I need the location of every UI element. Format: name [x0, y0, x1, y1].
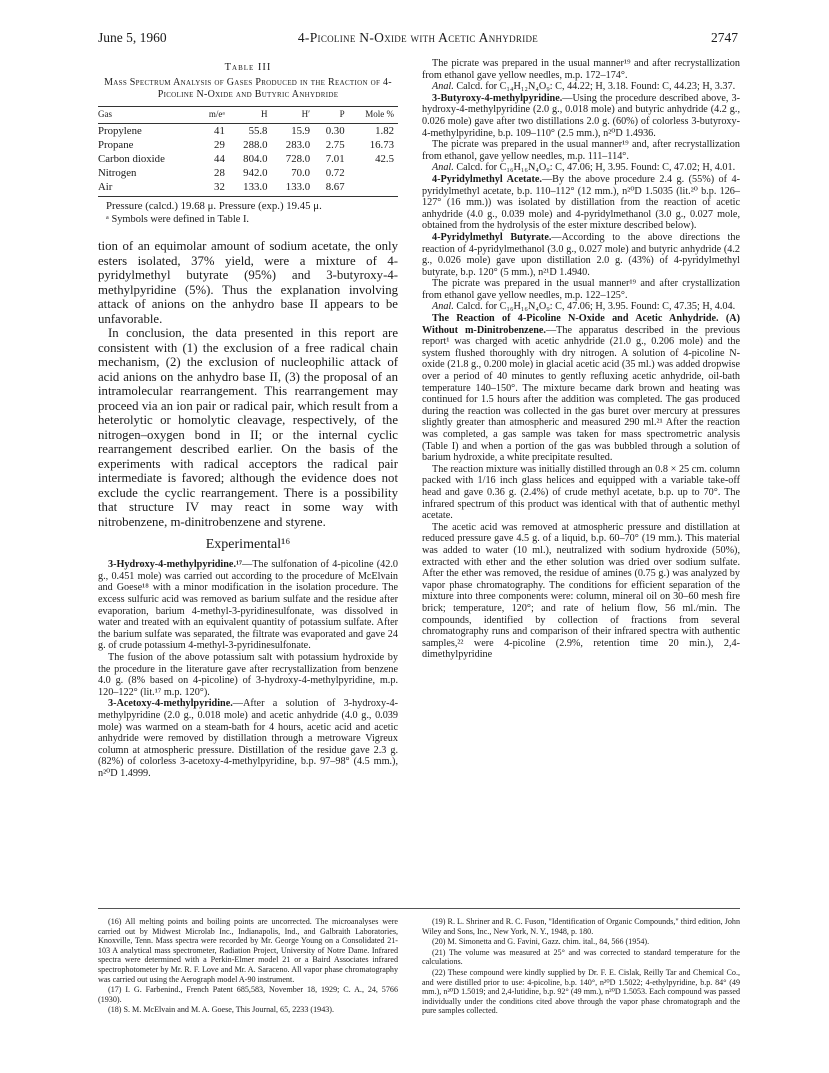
cell-p: 2.75 [325, 139, 345, 152]
paragraph-text: The acetic acid was removed at atmospheric pressure and distillation at reduced pressure gave 4.5 g. of a liquid, b.p. 60–70° (19 mm.). This material was added to water (10 ml.), neutralized with sodium hydroxide (50%), extracted with ether and the ether solution was dried over sodium sulfate. After the ether was removed, the residue of amines (0.75 g.) was analyzed by vapor phase chromatography. The conditions for efficient separation of the mixture into three components were: column, mineral oil on 30–60 mesh fire brick; temperature, 120°; and rate of helium flow, 56 ml./min. The compounds, identified by collection of fractions from several chromatography runs and comparison of their infrared spectra with authentic samples,²² were 4-picoline (2.9%, retention time 20 min.), 2,4-dimethylpyridine [422, 521, 740, 661]
paragraph-heading: 3-Butyroxy-4-methylpyridine. [432, 92, 563, 104]
paragraph-heading: Anal. [432, 81, 454, 93]
analysis-line [422, 162, 740, 174]
paragraph-text: Calcd. for C₁₆H₁₆N₄O₉: C, 47.06; H, 3.95. Found: C, 47.02; H, 4.01. [453, 162, 736, 174]
cell-me: 32 [199, 180, 229, 197]
cell-h: 288.0 [243, 139, 268, 152]
paragraph-heading: The Reaction of 4-Picoline N-Oxide and Acetic Anhydride. (A) Without m-Dinitrobenzene. [422, 313, 740, 336]
paragraph-text: —Using the procedure described above, 3-hydroxy-4-methylpyridine (2.0 g., 0.018 mole) and butyric anhydride (4.2 g., 0.026 mole) gave after two distillations 2.0 g. (60%) of colorless 3-butyroxy-4-methylpyridine, b.p. 109–110° (2.5 mm.), n²⁰D 1.4936. [422, 92, 740, 139]
col-header: Mole % [349, 107, 398, 124]
paragraph-text: —According to the above directions the reaction of 4-pyridylmethanol (3.0 g., 0.027 mole) and butyric anhydride (4.2 g., 0.026 mole) gave upon distillation 2.0 g. (43%) of 4-pyridylmethyl butyrate, b.p. 120° (5 mm.), n²¹D 1.4940. [422, 231, 741, 278]
cell-me: 44 [214, 153, 225, 166]
body-paragraph [422, 313, 740, 464]
body-paragraph [422, 58, 740, 81]
footnote: (19) R. L. Shriner and R. C. Fuson, "Identification of Organic Compounds," third edition, John Wiley and Sons, Inc., New York, N. Y., 1948, p. 180. [422, 917, 740, 936]
body-paragraph [422, 278, 740, 301]
table-header-row [98, 107, 398, 124]
cell-me: 29 [214, 139, 225, 152]
body-paragraph: tion of an equimolar amount of sodium acetate, the only esters isolated, 37% yield, were a mixture of 4-pyridylmethyl butyrate (95%) and 3-butyroxy-4-methylpyridine (5%). Thus the explanation involving attack of anions on the anhydro base II appears to be unfavorable. [98, 239, 398, 326]
body-paragraph [422, 139, 740, 162]
experimental-paragraph [98, 652, 398, 698]
cell-gas: Carbon dioxide [98, 153, 165, 166]
cell-mole [349, 180, 398, 197]
paragraph-heading: Anal. [432, 162, 454, 174]
table-row [98, 124, 398, 139]
paragraph-text: The reaction mixture was initially distilled through an 0.8 × 25 cm. column packed with 1/16 inch glass helices and equipped with a variable take-off head and gave 0.36 g. (2.4%) of crude methyl acetate, b.p. up to 70°. The infrared spectrum of this product was identical with that of authentic methyl acetate. [422, 463, 740, 522]
cell-gas: Propane [98, 139, 134, 152]
body-paragraph [422, 93, 740, 139]
table-row [98, 152, 398, 166]
cell-h: 804.0 [243, 153, 268, 166]
cell-p: 8.67 [314, 180, 349, 197]
cell-gas: Nitrogen [98, 167, 137, 180]
col-header: Gas [98, 107, 199, 124]
cell-h2: 133.0 [271, 180, 314, 197]
cell-p: 0.72 [325, 167, 345, 180]
cell-h: 55.8 [248, 125, 268, 138]
cell-mole [349, 166, 398, 180]
right-column [422, 58, 740, 661]
table-row [98, 138, 398, 152]
cell-mole: 42.5 [375, 153, 394, 166]
cell-h2: 70.0 [291, 167, 311, 180]
paragraph-text: The fusion of the above potassium salt with potassium hydroxide by the procedure in the literature gave after recrystallization from benzene 4.0 g. (8% based on 4-picoline) of 3-hydroxy-4-methylpyridine, m.p. 120–122° (lit.¹⁷ m.p. 120°). [98, 651, 398, 698]
paragraph-heading: 3-Hydroxy-4-methylpyridine.¹⁷ [108, 559, 243, 571]
paragraph-heading: 3-Acetoxy-4-methylpyridine. [108, 698, 233, 710]
footnotes-left [98, 917, 398, 1016]
paragraph-text: The picrate was prepared in the usual manner¹⁹ and, after recrystallization from ethanol, gave yellow needles, m.p. 111–114°. [422, 139, 740, 162]
cell-h2: 283.0 [285, 139, 311, 152]
footnote: (21) The volume was measured at 25° and was corrected to standard temperature for the calculations. [422, 947, 740, 967]
paragraph-text: —The apparatus described in the previous report¹ was charged with acetic anhydride (21.0 g., 0.206 mole) and the system flushed thoroughly with dry nitrogen. A solution of 4-picoline N-oxide (21.8 g., 0.200 mole) in glacial acetic acid (35 ml.) was added dropwise over a period of 40 minutes to gently refluxing acetic anhydride, oil-bath temperature 140–150°. The mixture became dark brown and heating was continued for 1.5 hours after the addition was completed. The gas produced during the reaction was collected in the gas buret over mercury at pressures slightly greater than atmospheric and measured 290 ml.²¹ After the reaction was completed, a gas sample was taken for mass spectrometric analysis (Table I) and when a portion of the gas was bubbled through a solution of barium hydroxide, a white precipitate resulted. [422, 324, 740, 464]
body-paragraph [422, 174, 740, 232]
cell-me: 28 [214, 167, 225, 180]
body-paragraph [422, 464, 740, 522]
experimental-paragraph [98, 559, 398, 652]
running-header [98, 30, 738, 50]
footnote-divider [98, 908, 740, 909]
footnote: (18) S. M. McElvain and M. A. Goese, This Journal, 65, 2233 (1943). [108, 1005, 335, 1015]
section-heading-experimental: Experimental¹⁶ [205, 537, 291, 553]
body-paragraph: In conclusion, the data presented in this report are consistent with (1) the exclusion of a free radical chain mechanism, (2) the exclusion of nucleophilic attack of acid anions on the anhydro base II, (3) the proposal of an intramolecular rearrangement. This rearrangement may proceed via an ion pair or radical pair, which result from a heterolytic or homolytic cleavage, respectively, of the nitrogen–oxygen bond in II; or the internal cyclic rearrangement described earlier. On the basis of the experiments with radical acceptors the radical pair intermediate is favored; although the evidence does not exclude the cyclic rearrangement. There is a possibility that structure IV may react in some way with nitrobenzene, m-dinitrobenzene and styrene. [98, 326, 398, 529]
paragraph-text: —By the above procedure 2.4 g. (55%) of 4-pyridylmethyl acetate, b.p. 110–112° (12 mm.), n²⁰D 1.5035 (lit.²⁰ b.p. 126–127° (16 mm.)) was isolated by distillation from the reaction of acetic anhydride (4.0 g., 0.039 mole) and 4-pyridylmethanol (3.0 g., 0.027 mole, obtained from the hydrolysis of the ester mixture described below). [422, 173, 740, 232]
cell-h2: 728.0 [285, 153, 311, 166]
analysis-line [422, 301, 740, 313]
paragraph-heading: Anal. [432, 301, 454, 313]
paragraph-text: The picrate was prepared in the usual manner¹⁹ and after crystallization from ethanol gave yellow needles, m.p. 122–125°. [422, 278, 740, 301]
table-caption: Mass Spectrum Analysis of Gases Produced in the Reaction of 4-Picoline N-Oxide and Butyric Anhydride [104, 77, 392, 100]
table-row [98, 166, 398, 180]
cell-gas: Air [98, 180, 199, 197]
cell-me: 41 [214, 125, 225, 138]
table-pressure-line: Pressure (calcd.) 19.68 μ. Pressure (exp.) 19.45 μ. [106, 200, 322, 213]
paragraph-text: Calcd. for C₁₄H₁₂N₄O₉: C, 44.22; H, 3.18. Found: C, 44.23; H, 3.37. [453, 81, 736, 93]
cell-h: 133.0 [229, 180, 272, 197]
footnote: (20) M. Simonetta and G. Favini, Gazz. chim. ital., 84, 566 (1954). [432, 937, 650, 947]
table-title: Table III [224, 62, 272, 73]
mass-spectrum-table [98, 106, 398, 197]
cell-mole: 16.73 [369, 139, 394, 152]
body-paragraph [422, 522, 740, 661]
cell-h2: 15.9 [291, 125, 311, 138]
cell-p: 7.01 [325, 153, 345, 166]
table-row [98, 180, 398, 197]
paragraph-text: —After a solution of 3-hydroxy-4-methylpyridine (2.0 g., 0.018 mole) and acetic anhydride (4.0 g., 0.039 mole) was warmed on a steam-bath for 4 hours, acetic acid and acetic anhydride were removed by distillation through a metroware Vigreux column at atmospheric pressure. Distillation of the residue gave 2.3 g. (82%) of colorless 3-acetoxy-4-methylpyridine, b.p. 97–98° (4.5 mm.), n²⁰D 1.4999. [98, 698, 398, 779]
left-column [98, 58, 398, 779]
footnote: (17) I. G. Farbenind., French Patent 685,583, November 18, 1929; C. A., 24, 5766 (1930). [98, 985, 398, 1004]
header-title: 4-Picoline N-Oxide with Acetic Anhydride [297, 30, 539, 45]
paragraph-text: The picrate was prepared in the usual manner¹⁹ and after recrystallization from ethanol gave yellow needles, m.p. 172–174°. [422, 58, 740, 81]
col-header: P [314, 107, 349, 124]
paragraph-heading: 4-Pyridylmethyl Butyrate. [432, 231, 552, 243]
body-paragraph [422, 232, 740, 278]
table-footnote: ᵃ Symbols were defined in Table I. [106, 214, 250, 226]
col-header: H′ [271, 107, 314, 124]
col-header: H [229, 107, 272, 124]
footnotes-right [422, 917, 740, 1017]
paragraph-heading: 4-Pyridylmethyl Acetate. [432, 173, 542, 185]
analysis-line [422, 81, 740, 93]
cell-h: 942.0 [243, 167, 268, 180]
cell-p: 0.30 [325, 125, 345, 138]
footnote: (22) These compound were kindly supplied by Dr. F. E. Cislak, Reilly Tar and Chemical Co., and were distilled prior to use: 4-picoline, b.p. 140°, n²⁰D 1.5022; 4-ethylpyridine, b.p. 84° (49 mm.), n²⁰D 1.5019; and 2,4-lutidine, b.p. 92° (49 mm.), n²⁰D 1.5053. Each compound was passed individually under the conditions cited above through the vapor phase chromatograph and the pure samples collected. [422, 967, 740, 1016]
cell-mole: 1.82 [375, 125, 394, 138]
paragraph-text: —The sulfonation of 4-picoline (42.0 g., 0.451 mole) was carried out according to the procedure of McElvain and Goese¹⁸ with a minor modification in the isolation procedure. The excess sulfuric acid was removed as barium sulfate and the residue after evaporation, barium 4-methyl-3-pyridinesulfonate, was dissolved in water and treated with an equivalent quantity of potassium sulfate. After the barium sulfate was separated, the filtrate was evaporated and gave 24 g. of crude potassium 4-methyl-3-pyridinesulfonate. [98, 559, 398, 652]
header-date: June 5, 1960 [98, 30, 167, 45]
header-page-number: 2747 [711, 30, 738, 45]
paragraph-text: Calcd. for C₁₆H₁₆N₄O₉: C, 47.06; H, 3.95. Found: C, 47.35; H, 4.04. [453, 301, 736, 313]
cell-gas: Propylene [98, 125, 142, 138]
col-header: m/eᵃ [199, 107, 229, 124]
experimental-paragraph [98, 698, 398, 779]
footnote: (16) All melting points and boiling points are uncorrected. The microanalyses were carried out by Midwest Microlab Inc., Indianapolis, Ind., and Galbraith Laboratories, Knoxville, Tenn. Mass spectra were recorded by Mr. George Young on a Consolidated 21-103 A analytical mass spectrometer, Radiation Project, University of Notre Dame. Infrared spectra were determined with a Perkin-Elmer model 21 or a Baird Associates infrared spectrophotometer by Mr. R. F. Love and Mr. A. Saraceno. All vapor phase chromatography was carried out using the Aerograph model A-90 instrument. [98, 917, 398, 984]
